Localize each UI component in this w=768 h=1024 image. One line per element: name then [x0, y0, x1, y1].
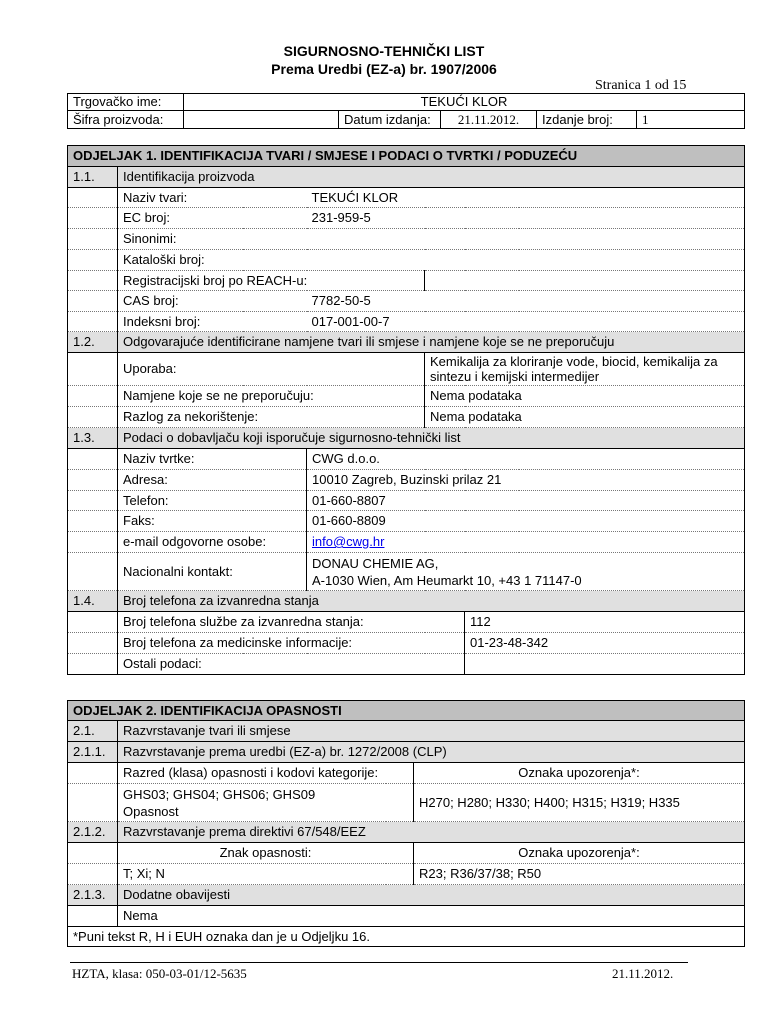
- field-label: Uporaba:: [118, 353, 425, 386]
- signal-word: Opasnost: [123, 803, 179, 819]
- product-header-table: [67, 93, 745, 129]
- issue-number-value: 1: [637, 111, 745, 129]
- field-value: 231-959-5: [307, 208, 745, 229]
- trade-name-label: Trgovačko ime:: [68, 94, 184, 111]
- footer-divider: [70, 962, 688, 963]
- field-value: Kemikalija za kloriranje vode, biocid, kemikalija za sintezu i kemijski intermedijer: [425, 353, 745, 386]
- hazard-statements-value: H270; H280; H330; H400; H315; H319; H335: [414, 784, 745, 822]
- issue-date-value: 21.11.2012.: [441, 111, 537, 129]
- column-header: Oznaka upozorenja*:: [414, 763, 745, 784]
- table-row: [68, 188, 745, 208]
- footnote: *Puni tekst R, H i EUH oznaka dan je u Odjeljku 16.: [68, 927, 745, 947]
- subsection-2-1-1-number: 2.1.1.: [68, 742, 118, 763]
- document-subtitle: Prema Uredbi (EZ-a) br. 1907/2006: [271, 61, 497, 77]
- table-row: [68, 271, 745, 291]
- field-value: 7782-50-5: [307, 291, 745, 312]
- subsection-2-1-number: 2.1.: [68, 721, 118, 742]
- column-header: Razred (klasa) opasnosti i kodovi kategorije:: [118, 763, 414, 784]
- product-code-value: [184, 111, 339, 129]
- table-row: [68, 511, 745, 532]
- subsection-1-3-title: Podaci o dobavljaču koji isporučuje sigurnosno-tehnički list: [118, 428, 745, 449]
- page-number: Stranica 1 od 15: [595, 78, 687, 93]
- issue-date-label: Datum izdanja:: [339, 111, 441, 129]
- trade-name-value: TEKUĆI KLOR: [184, 94, 745, 111]
- field-label: Namjene koje se ne preporučuju:: [118, 386, 425, 407]
- table-row: [68, 763, 745, 784]
- field-value: 01-660-8809: [307, 511, 745, 532]
- table-row: [68, 291, 745, 312]
- field-label: CAS broj:: [118, 291, 243, 312]
- subsection-2-1-1-title: Razvrstavanje prema uredbi (EZ-a) br. 1272/2008 (CLP): [118, 742, 745, 763]
- risk-phrases-value: R23; R36/37/38; R50: [414, 864, 745, 885]
- field-label: Broj telefona za medicinske informacije:: [118, 633, 465, 654]
- additional-info-value: Nema: [118, 906, 745, 927]
- table-row: [68, 449, 745, 470]
- national-contact-value: [307, 553, 745, 591]
- table-row: [68, 906, 745, 927]
- table-row: [68, 843, 745, 864]
- subsection-1-4-number: 1.4.: [68, 591, 118, 612]
- field-label: Ostali podaci:: [118, 654, 465, 675]
- subsection-2-1-3-number: 2.1.3.: [68, 885, 118, 906]
- table-row: [68, 532, 745, 553]
- field-label: Naziv tvari:: [118, 188, 243, 208]
- footer-date: 21.11.2012.: [612, 966, 674, 981]
- document-title: SIGURNOSNO-TEHNIČKI LIST: [283, 43, 485, 59]
- subsection-1-4-title: Broj telefona za izvanredna stanja: [118, 591, 745, 612]
- field-label: Broj telefona službe za izvanredna stanja:: [118, 612, 465, 633]
- table-row: [68, 470, 745, 491]
- subsection-2-1-title: Razvrstavanje tvari ili smjese: [118, 721, 745, 742]
- hazard-class-codes: GHS03; GHS04; GHS06; GHS09: [123, 786, 316, 802]
- table-row: [68, 312, 745, 332]
- field-value: [425, 271, 745, 291]
- column-header: Oznaka upozorenja*:: [414, 843, 745, 864]
- table-row: [68, 654, 745, 675]
- section-1-heading: ODJELJAK 1. IDENTIFIKACIJA TVARI / SMJESE I PODACI O TVRTKI / PODUZEĆU: [68, 146, 745, 167]
- field-value: [307, 532, 745, 553]
- field-label: Sinonimi:: [118, 229, 243, 250]
- subsection-2-1-2-number: 2.1.2.: [68, 822, 118, 843]
- field-label: Registracijski broj po REACH-u:: [118, 271, 425, 291]
- table-row: [68, 250, 745, 271]
- field-value: 01-23-48-342: [465, 633, 745, 654]
- subsection-1-3-number: 1.3.: [68, 428, 118, 449]
- table-row: [68, 353, 745, 386]
- column-header: Znak opasnosti:: [118, 843, 414, 864]
- subsection-2-1-2-title: Razvrstavanje prema direktivi 67/548/EEZ: [118, 822, 745, 843]
- subsection-1-1-title: Identifikacija proizvoda: [118, 167, 745, 188]
- table-row: [68, 927, 745, 947]
- issue-number-label: Izdanje broj:: [537, 111, 637, 129]
- field-value: TEKUĆI KLOR: [307, 188, 745, 208]
- section-2-table: [67, 700, 745, 947]
- field-label: Naziv tvrtke:: [118, 449, 307, 470]
- subsection-1-2-title: Odgovarajuće identificirane namjene tvari ili smjese i namjene koje se ne preporučuju: [118, 332, 745, 353]
- field-value: 017-001-00-7: [307, 312, 745, 332]
- field-value: Nema podataka: [425, 407, 745, 428]
- field-label: Indeksni broj:: [118, 312, 243, 332]
- section-1-table: [67, 145, 745, 675]
- field-value: CWG d.o.o.: [307, 449, 745, 470]
- field-label: e-mail odgovorne osobe:: [118, 532, 307, 553]
- email-link[interactable]: info@cwg.hr: [312, 534, 385, 549]
- table-row: [68, 612, 745, 633]
- subsection-1-1-number: 1.1.: [68, 167, 118, 188]
- field-value: Nema podataka: [425, 386, 745, 407]
- field-value: [465, 654, 745, 675]
- table-row: [68, 784, 745, 822]
- product-code-label: Šifra proizvoda:: [68, 111, 184, 129]
- field-value: 01-660-8807: [307, 491, 745, 511]
- table-row: [68, 633, 745, 654]
- table-row: [68, 386, 745, 407]
- field-label: Faks:: [118, 511, 307, 532]
- table-row: [68, 491, 745, 511]
- hazard-class-value: [118, 784, 414, 822]
- table-row: [68, 407, 745, 428]
- table-row: [68, 208, 745, 229]
- field-label: Kataloški broj:: [118, 250, 243, 271]
- field-value: [307, 250, 745, 271]
- table-row: [68, 229, 745, 250]
- field-label: EC broj:: [118, 208, 243, 229]
- field-label: Telefon:: [118, 491, 307, 511]
- section-2-heading: ODJELJAK 2. IDENTIFIKACIJA OPASNOSTI: [68, 701, 745, 721]
- field-label: Adresa:: [118, 470, 307, 491]
- subsection-1-2-number: 1.2.: [68, 332, 118, 353]
- national-contact-line-2: A-1030 Wien, Am Heumarkt 10, +43 1 71147-0: [312, 572, 582, 588]
- national-contact-line-1: DONAU CHEMIE AG,: [312, 555, 439, 571]
- national-contact-label: Nacionalni kontakt:: [118, 553, 307, 591]
- footer-classification: HZTA, klasa: 050-03-01/12-5635: [72, 966, 247, 981]
- danger-symbol-value: T; Xi; N: [118, 864, 414, 885]
- table-row: [68, 553, 745, 591]
- field-value: [307, 229, 745, 250]
- table-row: [68, 864, 745, 885]
- subsection-2-1-3-title: Dodatne obavijesti: [118, 885, 745, 906]
- field-value: 10010 Zagreb, Buzinski prilaz 21: [307, 470, 745, 491]
- field-value: 112: [465, 612, 745, 633]
- field-label: Razlog za nekorištenje:: [118, 407, 425, 428]
